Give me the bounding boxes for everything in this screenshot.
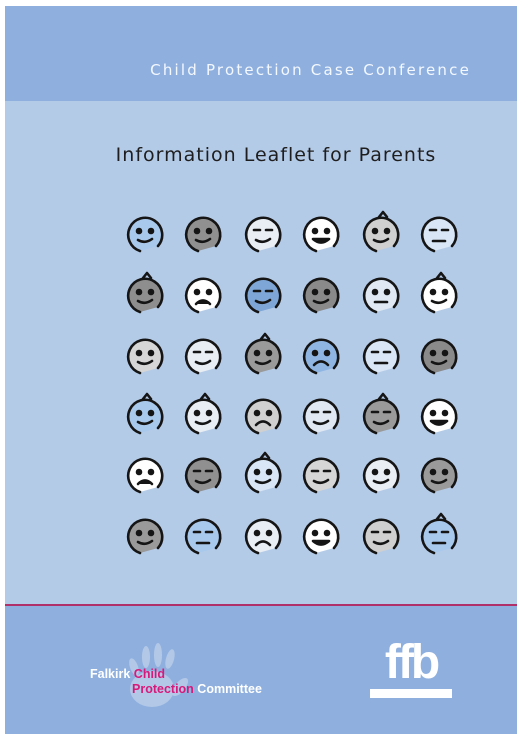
face-icon [246,520,280,553]
face-icon [364,279,398,312]
face-icon [364,394,398,433]
face-icon [422,514,456,553]
logo-child-text: Child [133,667,166,681]
face-icon [246,334,280,373]
face-icon [128,273,162,312]
logo-committee-text: Committee [197,682,262,696]
face-icon [364,212,398,251]
leaflet-subtitle: Information Leaflet for Parents [115,144,437,166]
face-icon [422,340,456,373]
ffb-logo [368,636,458,699]
ffb-logo-text: ffb [384,636,438,689]
face-icon [422,273,456,312]
face-icon [128,218,162,251]
face-icon [364,520,398,553]
face-icon [364,459,398,492]
face-icon [128,340,162,373]
face-icon [186,459,220,492]
face-icon [304,340,338,373]
logo-protection-text: Protection [132,682,194,696]
footer-band [5,606,517,734]
face-icon [422,400,456,433]
face-icon [186,279,220,312]
face-icon [128,394,162,433]
face-icon [246,279,280,312]
face-icon [186,218,220,251]
face-icon [186,394,220,433]
cover-title: Child Protection Case Conference [150,61,471,79]
face-icon [246,218,280,251]
faces-illustration [5,6,517,566]
ffb-logo-bar [370,689,452,698]
face-icon [304,520,338,553]
face-icon [246,400,280,433]
face-icon [186,520,220,553]
face-icon [128,520,162,553]
face-icon [304,400,338,433]
logo-falkirk-text: Falkirk [90,667,131,681]
face-icon [422,459,456,492]
face-icon [422,218,456,251]
face-icon [128,459,162,492]
falkirk-child-protection-committee-logo [90,637,340,727]
leaflet-cover [5,6,517,734]
face-icon [246,453,280,492]
face-icon [364,340,398,373]
face-icon [304,218,338,251]
face-icon [186,340,220,373]
face-icon [304,459,338,492]
face-icon [304,279,338,312]
